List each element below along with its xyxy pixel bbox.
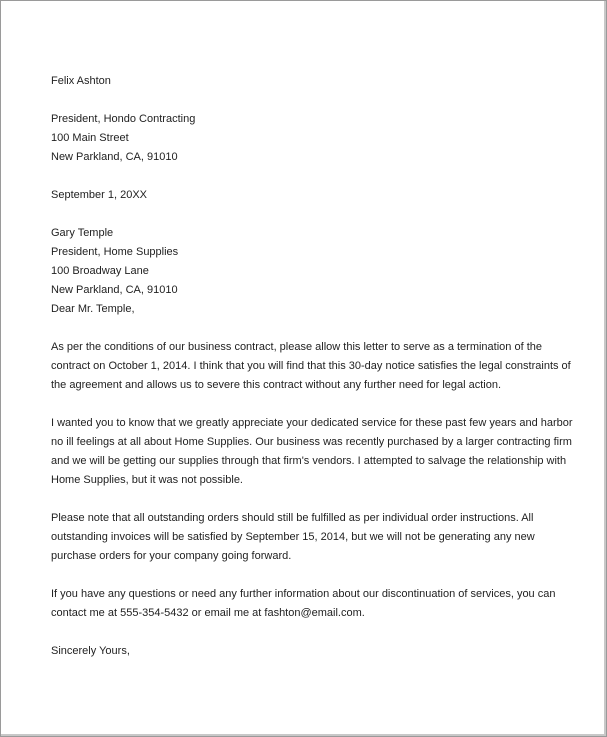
paragraph-termination-notice	[51, 338, 571, 395]
paragraph-line: purchase orders for your company going forward.	[51, 550, 292, 562]
spacer	[51, 319, 571, 338]
salutation: Dear Mr. Temple,	[51, 303, 135, 315]
paragraph-line: no ill feelings at all about Home Supplies. Our business was recently purchased by a larger contracting firm	[51, 436, 572, 448]
paragraph-line: outstanding invoices will be satisfied by September 15, 2014, but we will not be generating any new	[51, 531, 535, 543]
paragraph-line: If you have any questions or need any further information about our discontinuation of services, you can	[51, 588, 556, 600]
spacer	[51, 490, 571, 509]
paragraph-contact-info	[51, 585, 571, 623]
closing: Sincerely Yours,	[51, 645, 130, 657]
paragraph-appreciation	[51, 414, 571, 490]
paragraph-line: and we will be getting our supplies through that firm's vendors. I attempted to salvage the relationship with	[51, 455, 567, 467]
paragraph-outstanding-orders	[51, 509, 571, 566]
spacer	[51, 395, 571, 414]
paragraph-line: Please note that all outstanding orders should still be fulfilled as per individual order instructions. All	[51, 512, 534, 524]
recipient-street: 100 Broadway Lane	[51, 265, 149, 277]
recipient-name: Gary Temple	[51, 227, 114, 239]
letter-date: September 1, 20XX	[51, 189, 148, 201]
paragraph-line: Home Supplies, but it was not possible.	[51, 474, 243, 486]
spacer	[51, 566, 571, 585]
letter-body	[51, 72, 571, 661]
sender-title: President, Hondo Contracting	[51, 113, 196, 125]
recipient-city: New Parkland, CA, 91010	[51, 284, 178, 296]
paragraph-line: the agreement and allows us to severe this contract without any further need for legal action.	[51, 379, 502, 391]
spacer	[51, 623, 571, 642]
paragraph-line: contract on October 1, 2014. I think that you will find that this 30-day notice satisfies the legal constraints of	[51, 360, 571, 372]
sender-street: 100 Main Street	[51, 132, 129, 144]
sender-name: Felix Ashton	[51, 75, 111, 87]
spacer	[51, 167, 571, 186]
sender-city: New Parkland, CA, 91010	[51, 151, 178, 163]
recipient-title: President, Home Supplies	[51, 246, 179, 258]
paragraph-line: I wanted you to know that we greatly appreciate your dedicated service for these past few years and harbor	[51, 417, 573, 429]
paragraph-line: As per the conditions of our business contract, please allow this letter to serve as a termination of the	[51, 341, 542, 353]
spacer	[51, 205, 571, 224]
spacer	[51, 91, 571, 110]
paragraph-line: contact me at 555-354-5432 or email me at fashton@email.com.	[51, 607, 365, 619]
